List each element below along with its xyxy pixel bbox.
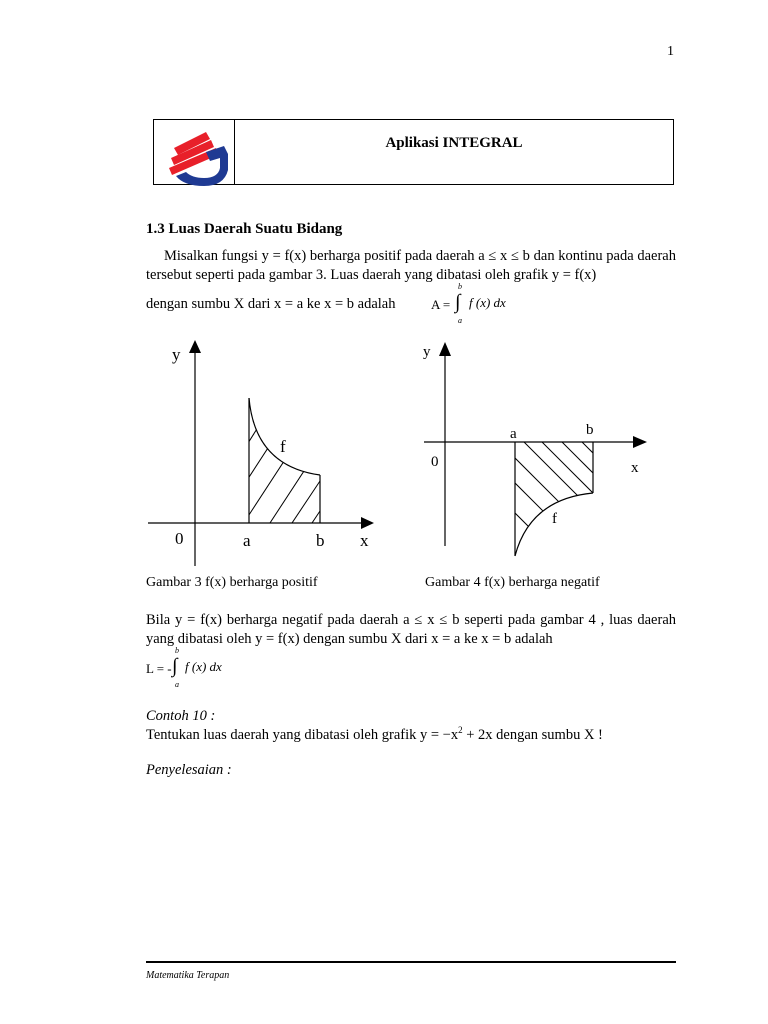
- footer-text: Matematika Terapan: [146, 970, 230, 981]
- formula-area-positive: [431, 282, 531, 332]
- fig4-y-arrow-icon: [439, 342, 451, 356]
- question-post: + 2x dengan sumbu X !: [462, 726, 603, 743]
- fig3-y-arrow-icon: [189, 340, 201, 353]
- fig3-f-label: f: [280, 437, 286, 456]
- figure-3-caption: Gambar 3 f(x) berharga positif: [146, 575, 318, 590]
- fig4-x-label: x: [631, 460, 639, 476]
- fig3-x-arrow-icon: [361, 517, 374, 529]
- integral-sign-icon: ∫: [172, 655, 178, 677]
- fig4-b-label: b: [586, 422, 594, 438]
- footer-divider: [146, 961, 676, 963]
- formula-a-integrand: f (x) dx: [469, 295, 506, 310]
- page-number: 1: [667, 44, 674, 59]
- question-exponent: 2: [458, 725, 463, 735]
- fig4-x-arrow-icon: [633, 436, 647, 448]
- fig3-a-label: a: [243, 531, 251, 550]
- fig3-b-label: b: [316, 531, 325, 550]
- paragraph-negative: Bila y = f(x) berharga negatif pada daerah a ≤ x ≤ b seperti pada gambar 4 , luas daerah yang dibatasi oleh y = f(x) dengan sumbu X dari x = a ke x = b adalah: [146, 612, 676, 647]
- formula-a-lhs: A =: [431, 297, 451, 312]
- line3-text: dengan sumbu X dari x = a ke x = b adalah: [146, 296, 396, 312]
- formula-a-upper: b: [458, 282, 462, 291]
- fig4-y-label: y: [423, 344, 431, 360]
- paragraph-intro-text: Misalkan fungsi y = f(x) berharga positif pada daerah a ≤ x ≤ b dan kontinu pada daerah tersebut seperti pada gambar 3. Luas daerah yang dibatasi oleh grafik y = f(x): [146, 248, 676, 283]
- example-title: Contoh 10 :: [146, 708, 216, 724]
- header-box: [153, 119, 674, 185]
- fig3-x-label: x: [360, 531, 369, 550]
- fig4-origin-label: 0: [431, 454, 439, 470]
- figure-3-graph: [140, 336, 390, 566]
- example-question: [146, 725, 603, 744]
- formula-l-lower: a: [175, 680, 179, 689]
- figure-4-caption: Gambar 4 f(x) berharga negatif: [425, 575, 600, 590]
- formula-l-upper: b: [175, 646, 179, 655]
- header-title: Aplikasi INTEGRAL: [385, 135, 523, 151]
- header-divider: [234, 120, 235, 184]
- fig4-hatching: [503, 436, 628, 546]
- figure-4-graph: [418, 336, 668, 566]
- integral-sign-icon: ∫: [455, 291, 461, 313]
- question-pre: Tentukan luas daerah yang dibatasi oleh grafik y = −x: [146, 726, 459, 743]
- formula-l-lhs: L = -: [146, 661, 172, 676]
- paragraph-intro: [146, 247, 676, 285]
- fig4-a-label: a: [510, 426, 517, 442]
- formula-l-integrand: f (x) dx: [185, 659, 222, 674]
- fig3-origin-label: 0: [175, 529, 184, 548]
- formula-area-negative: [146, 646, 246, 696]
- solution-label: Penyelesaian :: [146, 762, 232, 778]
- fig3-y-label: y: [172, 345, 181, 364]
- fig3-hatching: [240, 376, 360, 526]
- university-logo-icon: [166, 130, 228, 186]
- fig4-f-label: f: [552, 511, 557, 527]
- formula-a-lower: a: [458, 316, 462, 325]
- section-title: 1.3 Luas Daerah Suatu Bidang: [146, 221, 343, 237]
- paragraph-intro-line3: [146, 296, 396, 313]
